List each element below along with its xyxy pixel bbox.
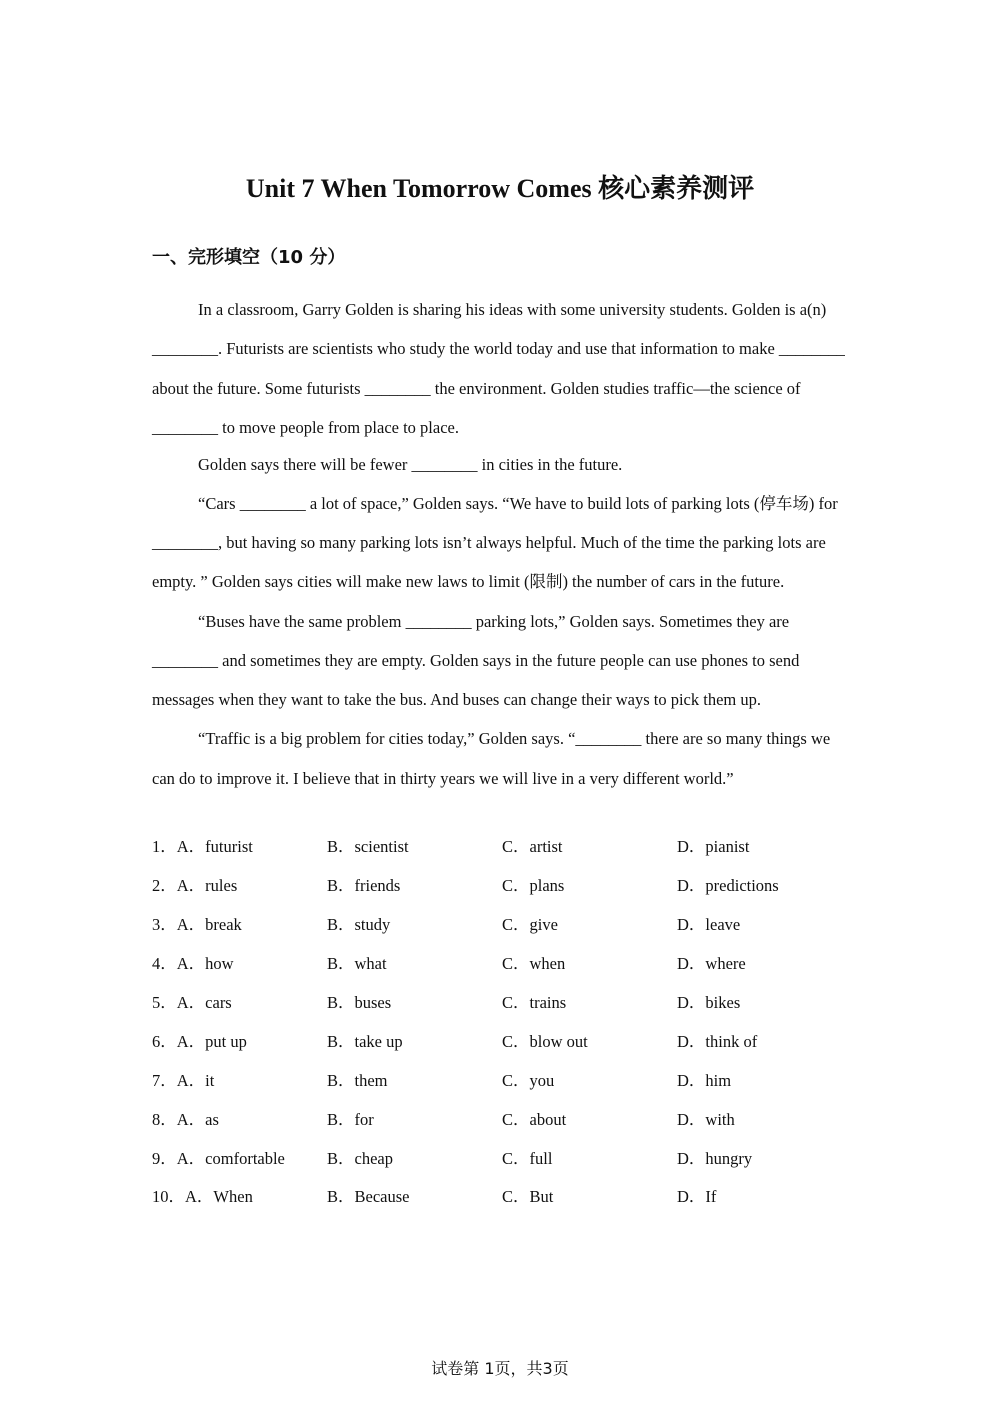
question-number: 4． — [152, 954, 177, 974]
page-title: Unit 7 When Tomorrow Comes 核心素养测评 — [245, 174, 755, 203]
question-list — [152, 826, 852, 1215]
option-a: 8．A．as — [152, 1106, 327, 1130]
passage-paragraph: In a classroom, Garry Golden is sharing his ideas with some university students. Golden is a(n) ________. Futurists are scientists who study the world today and use that information to make ________ about the future. Some futurists ________ the environment. Golden studies traffic—the science of ________ to move people from place to place. — [152, 300, 845, 437]
option-b: B．study — [327, 915, 391, 935]
passage-paragraph: “Buses have the same problem ________ parking lots,” Golden says. Sometimes they are ________ and sometimes they are empty. Golden says in the future people can use phones to send messages when they want to take the bus. And buses can change their ways to pick them up. — [152, 611, 800, 710]
option-c: C．artist — [502, 837, 563, 857]
option-a: 7．A．it — [152, 1067, 327, 1091]
question-number: 9． — [152, 1148, 177, 1168]
option-b: B．Because — [327, 1187, 410, 1207]
option-d: D．leave — [677, 915, 741, 935]
question-row — [152, 1059, 852, 1098]
page-footer: 试卷第 1页，共3页 — [431, 1359, 569, 1378]
option-b: B．buses — [327, 993, 392, 1012]
question-number: 3． — [152, 915, 177, 935]
option-d: D．bikes — [677, 993, 741, 1012]
option-a: 9．A．comfortable — [152, 1145, 327, 1169]
option-a: 4．A．how — [152, 950, 327, 974]
option-c: C．you — [502, 1070, 555, 1090]
option-a: 1．A．futurist — [152, 833, 327, 857]
option-d: D．with — [677, 1109, 735, 1129]
question-row — [152, 1176, 852, 1215]
option-d: D．If — [677, 1187, 717, 1207]
passage-paragraph: “Cars ________ a lot of space,” Golden says. “We have to build lots of parking lots (停车场) for ________, but having so many parking lots isn’t always helpful. Much of the time the parking lots are empty. ” Golden says cities will make new laws to limit (限制) the number of cars in the future. — [152, 493, 838, 592]
option-a: 5．A．cars — [152, 989, 327, 1013]
section-heading: 一、完形填空（10 分） — [152, 247, 346, 268]
option-b: B．scientist — [327, 837, 409, 857]
passage-paragraph: Golden says there will be fewer ________ in cities in the future. — [198, 455, 623, 475]
option-d: D．predictions — [677, 876, 779, 896]
question-number: 7． — [152, 1070, 177, 1090]
option-c: C．about — [502, 1109, 567, 1129]
question-row — [152, 1098, 852, 1137]
option-b: B．take up — [327, 1031, 403, 1051]
option-d: D．where — [677, 954, 746, 974]
question-number: 6． — [152, 1031, 177, 1051]
option-c: C．trains — [502, 993, 567, 1012]
option-b: B．for — [327, 1109, 374, 1129]
option-c: C．give — [502, 915, 558, 935]
passage — [152, 290, 852, 798]
option-a: 3．A．break — [152, 911, 327, 935]
option-c: C．But — [502, 1187, 554, 1207]
option-b: B．cheap — [327, 1148, 393, 1168]
question-number: 2． — [152, 876, 177, 896]
question-row — [152, 1020, 852, 1059]
option-c: C．blow out — [502, 1031, 588, 1051]
question-row — [152, 1137, 852, 1176]
question-number: 1． — [152, 837, 177, 857]
option-a: 10．A．When — [152, 1183, 327, 1207]
question-number: 10． — [152, 1187, 185, 1207]
option-c: C．full — [502, 1148, 553, 1168]
question-row — [152, 904, 852, 943]
option-d: D．pianist — [677, 837, 750, 857]
passage-paragraph: “Traffic is a big problem for cities today,” Golden says. “________ there are so many things we can do to improve it. I believe that in thirty years we will live in a very different world.” — [152, 729, 831, 788]
option-a: 6．A．put up — [152, 1028, 327, 1052]
option-c: C．when — [502, 954, 566, 974]
option-d: D．him — [677, 1070, 732, 1090]
question-number: 5． — [152, 993, 177, 1012]
question-row — [152, 982, 852, 1021]
question-number: 8． — [152, 1109, 177, 1129]
option-b: B．what — [327, 954, 387, 974]
option-d: D．think of — [677, 1031, 758, 1051]
option-b: B．them — [327, 1070, 388, 1090]
question-row — [152, 826, 852, 865]
option-b: B．friends — [327, 876, 401, 896]
question-row — [152, 943, 852, 982]
option-c: C．plans — [502, 876, 565, 896]
option-a: 2．A．rules — [152, 872, 327, 896]
question-row — [152, 865, 852, 904]
option-d: D．hungry — [677, 1148, 753, 1168]
